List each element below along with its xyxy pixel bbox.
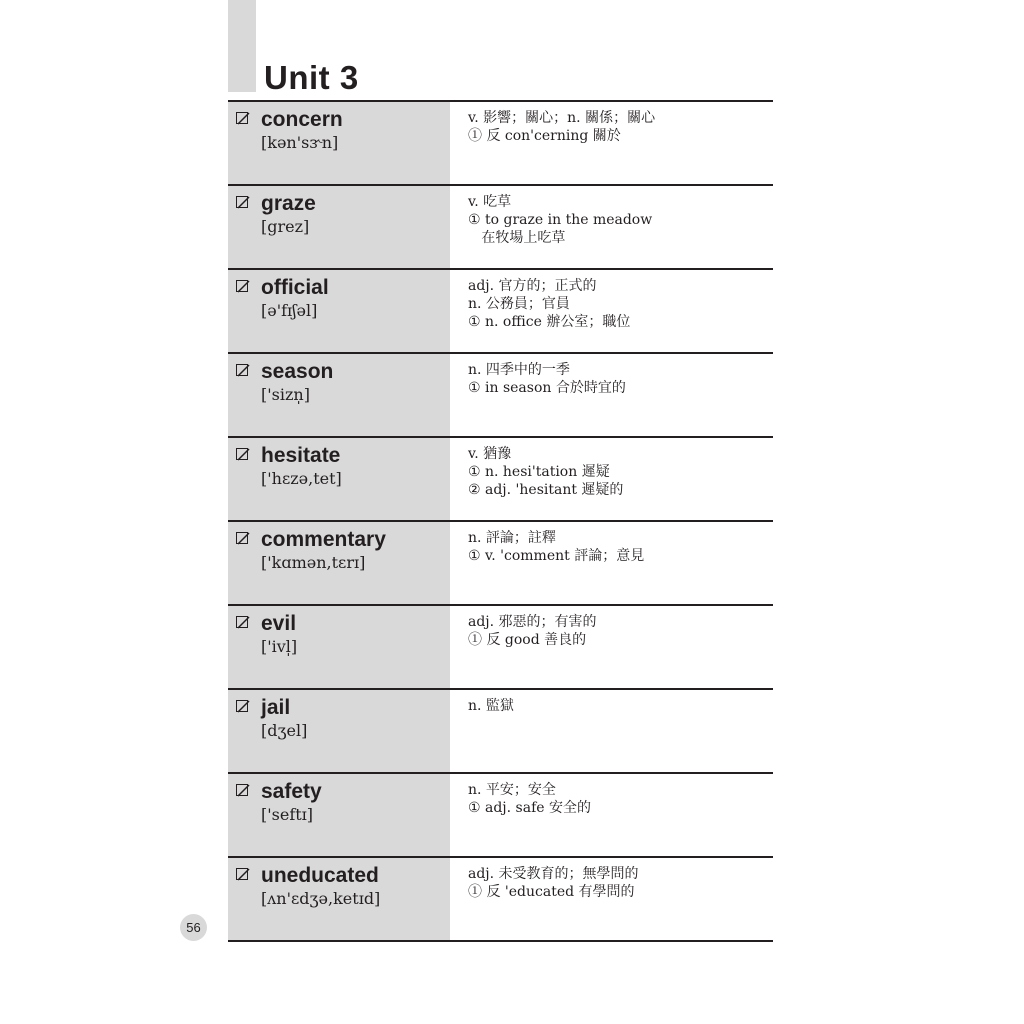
headword: graze	[261, 192, 316, 215]
phonetic: ['ivl̩]	[261, 637, 298, 656]
headword: uneducated	[261, 864, 379, 887]
checkbox-icon[interactable]	[236, 868, 248, 880]
phonetic: ['sizn̩]	[261, 385, 310, 404]
definition-line: n. 平安；安全	[468, 782, 556, 798]
phonetic: [kən'sɝn]	[261, 133, 339, 152]
definition-line: ① adj. safe 安全的	[468, 800, 591, 816]
checkbox-icon[interactable]	[236, 784, 248, 796]
vocab-entry	[228, 354, 773, 438]
headword: hesitate	[261, 444, 341, 467]
checkbox-icon[interactable]	[236, 700, 248, 712]
vocab-entry	[228, 438, 773, 522]
vocab-entry	[228, 606, 773, 690]
definition-cell	[450, 354, 773, 436]
definition-line: v. 吃草	[468, 194, 512, 210]
phonetic: [ə'fɪʃəl]	[261, 301, 318, 320]
checkbox-icon[interactable]	[236, 364, 248, 376]
headword: evil	[261, 612, 297, 635]
checkbox-icon[interactable]	[236, 112, 248, 124]
definition-cell	[450, 774, 773, 856]
phonetic: [ʌn'ɛdʒə,ketɪd]	[261, 889, 381, 908]
definition-cell	[450, 438, 773, 520]
headword: commentary	[261, 528, 386, 551]
phonetic: ['hɛzə,tet]	[261, 469, 342, 488]
vocab-entry	[228, 522, 773, 606]
vocab-entry	[228, 186, 773, 270]
definition-line: adj. 官方的；正式的	[468, 278, 597, 294]
word-cell	[228, 522, 450, 604]
checkbox-icon[interactable]	[236, 448, 248, 460]
definition-cell	[450, 858, 773, 940]
definition-cell	[450, 270, 773, 352]
word-cell	[228, 774, 450, 856]
headword: jail	[261, 696, 291, 719]
definition-line: ① 反 'educated 有學問的	[468, 884, 635, 900]
definition-line: ① n. hesi'tation 遲疑	[468, 464, 610, 480]
definition-cell	[450, 102, 773, 184]
headword: official	[261, 276, 329, 299]
word-cell	[228, 102, 450, 184]
phonetic: ['seftɪ]	[261, 805, 314, 824]
checkbox-icon[interactable]	[236, 616, 248, 628]
vocab-entry	[228, 690, 773, 774]
page-number: 56	[180, 914, 207, 941]
checkbox-icon[interactable]	[236, 280, 248, 292]
definition-cell	[450, 690, 773, 772]
definition-line: v. 猶豫	[468, 446, 512, 462]
checkbox-icon[interactable]	[236, 532, 248, 544]
definition-line: n. 評論；註釋	[468, 530, 556, 546]
word-cell	[228, 858, 450, 940]
vocabulary-list	[228, 100, 773, 942]
word-cell	[228, 438, 450, 520]
checkbox-icon[interactable]	[236, 196, 248, 208]
headword: concern	[261, 108, 343, 131]
word-cell	[228, 690, 450, 772]
headword: season	[261, 360, 334, 383]
word-cell	[228, 270, 450, 352]
headword: safety	[261, 780, 322, 803]
vocab-entry	[228, 858, 773, 942]
phonetic: [grez]	[261, 217, 310, 236]
phonetic: [dʒel]	[261, 721, 308, 740]
definition-line: ① 反 con'cerning 關於	[468, 128, 621, 144]
definition-line: n. 監獄	[468, 698, 514, 714]
definition-line: n. 公務員；官員	[468, 296, 570, 312]
vocab-entry	[228, 102, 773, 186]
definition-line: 在牧場上吃草	[468, 230, 566, 246]
definition-line: n. 四季中的一季	[468, 362, 570, 378]
definition-line: ① n. office 辦公室；職位	[468, 314, 631, 330]
definition-line: adj. 邪惡的；有害的	[468, 614, 597, 630]
word-cell	[228, 354, 450, 436]
definition-line: adj. 未受教育的；無學問的	[468, 866, 639, 882]
unit-tab-bar	[228, 0, 256, 92]
word-cell	[228, 186, 450, 268]
unit-title: Unit 3	[264, 59, 359, 96]
word-cell	[228, 606, 450, 688]
definition-cell	[450, 186, 773, 268]
definition-line: ① 反 good 善良的	[468, 632, 587, 648]
vocab-entry	[228, 774, 773, 858]
definition-line: ① to graze in the meadow	[468, 212, 653, 228]
definition-line: ① v. 'comment 評論；意見	[468, 548, 645, 564]
definition-line: v. 影響；關心；n. 關係；關心	[468, 110, 656, 126]
definition-line: ① in season 合於時宜的	[468, 380, 626, 396]
definition-line: ② adj. 'hesitant 遲疑的	[468, 482, 624, 498]
phonetic: ['kɑmən,tɛrɪ]	[261, 553, 366, 572]
definition-cell	[450, 522, 773, 604]
vocab-entry	[228, 270, 773, 354]
definition-cell	[450, 606, 773, 688]
